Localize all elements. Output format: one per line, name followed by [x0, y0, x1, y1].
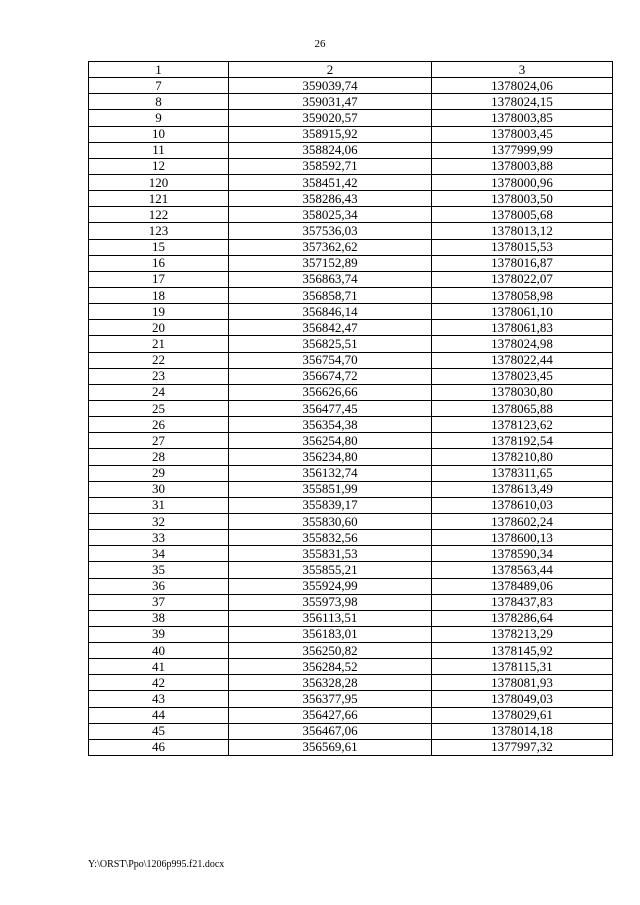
cell-point-number: 9 [89, 110, 229, 126]
cell-x-coordinate: 356183,01 [229, 626, 432, 642]
cell-y-coordinate: 1378123,62 [432, 417, 613, 433]
cell-y-coordinate: 1378013,12 [432, 223, 613, 239]
cell-y-coordinate: 1378003,50 [432, 191, 613, 207]
table-row [89, 239, 613, 255]
cell-x-coordinate: 356254,80 [229, 433, 432, 449]
cell-x-coordinate: 355831,53 [229, 546, 432, 562]
cell-point-number: 29 [89, 465, 229, 481]
table-row [89, 174, 613, 190]
table-row [89, 449, 613, 465]
cell-point-number: 36 [89, 578, 229, 594]
cell-point-number: 38 [89, 610, 229, 626]
cell-x-coordinate: 356467,06 [229, 723, 432, 739]
table-row [89, 497, 613, 513]
cell-point-number: 33 [89, 530, 229, 546]
table-row [89, 610, 613, 626]
column-header-point-number: 1 [89, 62, 229, 78]
cell-x-coordinate: 359031,47 [229, 94, 432, 110]
cell-point-number: 25 [89, 400, 229, 416]
cell-point-number: 43 [89, 691, 229, 707]
cell-point-number: 24 [89, 384, 229, 400]
cell-x-coordinate: 358592,71 [229, 158, 432, 174]
cell-point-number: 35 [89, 562, 229, 578]
table-row [89, 207, 613, 223]
cell-point-number: 41 [89, 659, 229, 675]
cell-point-number: 11 [89, 142, 229, 158]
footer-file-path: Y:\ORST\Ppo\1206p995.f21.docx [88, 859, 225, 870]
coordinates-table [88, 61, 613, 756]
cell-point-number: 8 [89, 94, 229, 110]
cell-point-number: 39 [89, 626, 229, 642]
table-row [89, 142, 613, 158]
cell-point-number: 23 [89, 368, 229, 384]
cell-x-coordinate: 356858,71 [229, 287, 432, 303]
cell-x-coordinate: 356328,28 [229, 675, 432, 691]
table-row [89, 626, 613, 642]
cell-point-number: 27 [89, 433, 229, 449]
cell-x-coordinate: 356863,74 [229, 271, 432, 287]
cell-x-coordinate: 359020,57 [229, 110, 432, 126]
cell-x-coordinate: 356846,14 [229, 304, 432, 320]
cell-x-coordinate: 357362,62 [229, 239, 432, 255]
cell-x-coordinate: 356626,66 [229, 384, 432, 400]
cell-y-coordinate: 1378061,83 [432, 320, 613, 336]
cell-y-coordinate: 1378029,61 [432, 707, 613, 723]
table-row [89, 707, 613, 723]
table-row [89, 126, 613, 142]
cell-y-coordinate: 1378003,45 [432, 126, 613, 142]
cell-x-coordinate: 359039,74 [229, 78, 432, 94]
cell-y-coordinate: 1378014,18 [432, 723, 613, 739]
cell-x-coordinate: 356825,51 [229, 336, 432, 352]
table-row [89, 594, 613, 610]
table-row [89, 287, 613, 303]
cell-point-number: 40 [89, 643, 229, 659]
table-row [89, 659, 613, 675]
cell-x-coordinate: 356113,51 [229, 610, 432, 626]
cell-point-number: 26 [89, 417, 229, 433]
table-row [89, 691, 613, 707]
table-row [89, 675, 613, 691]
cell-point-number: 46 [89, 739, 229, 755]
cell-x-coordinate: 356842,47 [229, 320, 432, 336]
cell-y-coordinate: 1378030,80 [432, 384, 613, 400]
cell-point-number: 22 [89, 352, 229, 368]
cell-x-coordinate: 356674,72 [229, 368, 432, 384]
cell-point-number: 7 [89, 78, 229, 94]
cell-point-number: 20 [89, 320, 229, 336]
table-row [89, 530, 613, 546]
table-row [89, 78, 613, 94]
cell-x-coordinate: 356754,70 [229, 352, 432, 368]
column-header-y-coordinate: 3 [432, 62, 613, 78]
cell-y-coordinate: 1378213,29 [432, 626, 613, 642]
table-header [89, 62, 613, 78]
table-row [89, 191, 613, 207]
cell-y-coordinate: 1378023,45 [432, 368, 613, 384]
cell-point-number: 44 [89, 707, 229, 723]
cell-y-coordinate: 1378022,07 [432, 271, 613, 287]
cell-x-coordinate: 358025,34 [229, 207, 432, 223]
cell-point-number: 42 [89, 675, 229, 691]
cell-x-coordinate: 356569,61 [229, 739, 432, 755]
table-row [89, 739, 613, 755]
cell-y-coordinate: 1378489,06 [432, 578, 613, 594]
table-row [89, 304, 613, 320]
table-row [89, 368, 613, 384]
cell-x-coordinate: 358824,06 [229, 142, 432, 158]
cell-y-coordinate: 1378613,49 [432, 481, 613, 497]
cell-point-number: 32 [89, 513, 229, 529]
cell-y-coordinate: 1378437,83 [432, 594, 613, 610]
table-row [89, 271, 613, 287]
cell-x-coordinate: 355924,99 [229, 578, 432, 594]
table-row [89, 94, 613, 110]
page-number: 26 [314, 38, 326, 50]
cell-point-number: 28 [89, 449, 229, 465]
table-row [89, 578, 613, 594]
header-row [89, 62, 613, 78]
cell-point-number: 19 [89, 304, 229, 320]
cell-y-coordinate: 1378602,24 [432, 513, 613, 529]
cell-x-coordinate: 358915,92 [229, 126, 432, 142]
cell-y-coordinate: 1378024,06 [432, 78, 613, 94]
cell-y-coordinate: 1378016,87 [432, 255, 613, 271]
cell-x-coordinate: 356132,74 [229, 465, 432, 481]
cell-point-number: 122 [89, 207, 229, 223]
table-row [89, 384, 613, 400]
cell-x-coordinate: 357152,89 [229, 255, 432, 271]
table-row [89, 158, 613, 174]
cell-y-coordinate: 1378003,85 [432, 110, 613, 126]
cell-x-coordinate: 355973,98 [229, 594, 432, 610]
table-row [89, 352, 613, 368]
cell-x-coordinate: 356234,80 [229, 449, 432, 465]
cell-y-coordinate: 1378081,93 [432, 675, 613, 691]
cell-y-coordinate: 1378590,34 [432, 546, 613, 562]
table-row [89, 546, 613, 562]
cell-y-coordinate: 1378024,15 [432, 94, 613, 110]
table-row [89, 255, 613, 271]
table-row [89, 320, 613, 336]
table-row [89, 465, 613, 481]
cell-y-coordinate: 1378061,10 [432, 304, 613, 320]
cell-y-coordinate: 1378115,31 [432, 659, 613, 675]
cell-point-number: 37 [89, 594, 229, 610]
cell-point-number: 17 [89, 271, 229, 287]
cell-y-coordinate: 1378600,13 [432, 530, 613, 546]
table-row [89, 417, 613, 433]
cell-x-coordinate: 356250,82 [229, 643, 432, 659]
cell-point-number: 34 [89, 546, 229, 562]
cell-y-coordinate: 1378563,44 [432, 562, 613, 578]
table-row [89, 643, 613, 659]
cell-y-coordinate: 1378192,54 [432, 433, 613, 449]
cell-point-number: 18 [89, 287, 229, 303]
cell-point-number: 21 [89, 336, 229, 352]
cell-x-coordinate: 355830,60 [229, 513, 432, 529]
cell-y-coordinate: 1378610,03 [432, 497, 613, 513]
cell-y-coordinate: 1378003,88 [432, 158, 613, 174]
table-row [89, 723, 613, 739]
cell-point-number: 120 [89, 174, 229, 190]
cell-point-number: 12 [89, 158, 229, 174]
cell-y-coordinate: 1377999,99 [432, 142, 613, 158]
table-row [89, 336, 613, 352]
cell-x-coordinate: 358451,42 [229, 174, 432, 190]
cell-x-coordinate: 358286,43 [229, 191, 432, 207]
table-row [89, 481, 613, 497]
cell-x-coordinate: 356477,45 [229, 400, 432, 416]
cell-y-coordinate: 1378058,98 [432, 287, 613, 303]
cell-y-coordinate: 1378145,92 [432, 643, 613, 659]
cell-x-coordinate: 356377,95 [229, 691, 432, 707]
cell-x-coordinate: 355855,21 [229, 562, 432, 578]
cell-point-number: 45 [89, 723, 229, 739]
cell-point-number: 15 [89, 239, 229, 255]
cell-point-number: 123 [89, 223, 229, 239]
table-row [89, 110, 613, 126]
cell-point-number: 16 [89, 255, 229, 271]
cell-y-coordinate: 1378286,64 [432, 610, 613, 626]
cell-x-coordinate: 356284,52 [229, 659, 432, 675]
cell-point-number: 31 [89, 497, 229, 513]
table-row [89, 400, 613, 416]
table-row [89, 223, 613, 239]
cell-x-coordinate: 355839,17 [229, 497, 432, 513]
cell-y-coordinate: 1378015,53 [432, 239, 613, 255]
cell-y-coordinate: 1377997,32 [432, 739, 613, 755]
table-row [89, 433, 613, 449]
table-row [89, 513, 613, 529]
cell-y-coordinate: 1378000,96 [432, 174, 613, 190]
column-header-x-coordinate: 2 [229, 62, 432, 78]
cell-y-coordinate: 1378065,88 [432, 400, 613, 416]
cell-y-coordinate: 1378210,80 [432, 449, 613, 465]
cell-x-coordinate: 356354,38 [229, 417, 432, 433]
table-row [89, 562, 613, 578]
cell-x-coordinate: 356427,66 [229, 707, 432, 723]
cell-y-coordinate: 1378049,03 [432, 691, 613, 707]
cell-y-coordinate: 1378005,68 [432, 207, 613, 223]
cell-x-coordinate: 357536,03 [229, 223, 432, 239]
cell-x-coordinate: 355832,56 [229, 530, 432, 546]
cell-x-coordinate: 355851,99 [229, 481, 432, 497]
table-body [89, 78, 613, 756]
cell-y-coordinate: 1378311,65 [432, 465, 613, 481]
cell-point-number: 30 [89, 481, 229, 497]
cell-y-coordinate: 1378022,44 [432, 352, 613, 368]
cell-y-coordinate: 1378024,98 [432, 336, 613, 352]
cell-point-number: 121 [89, 191, 229, 207]
cell-point-number: 10 [89, 126, 229, 142]
